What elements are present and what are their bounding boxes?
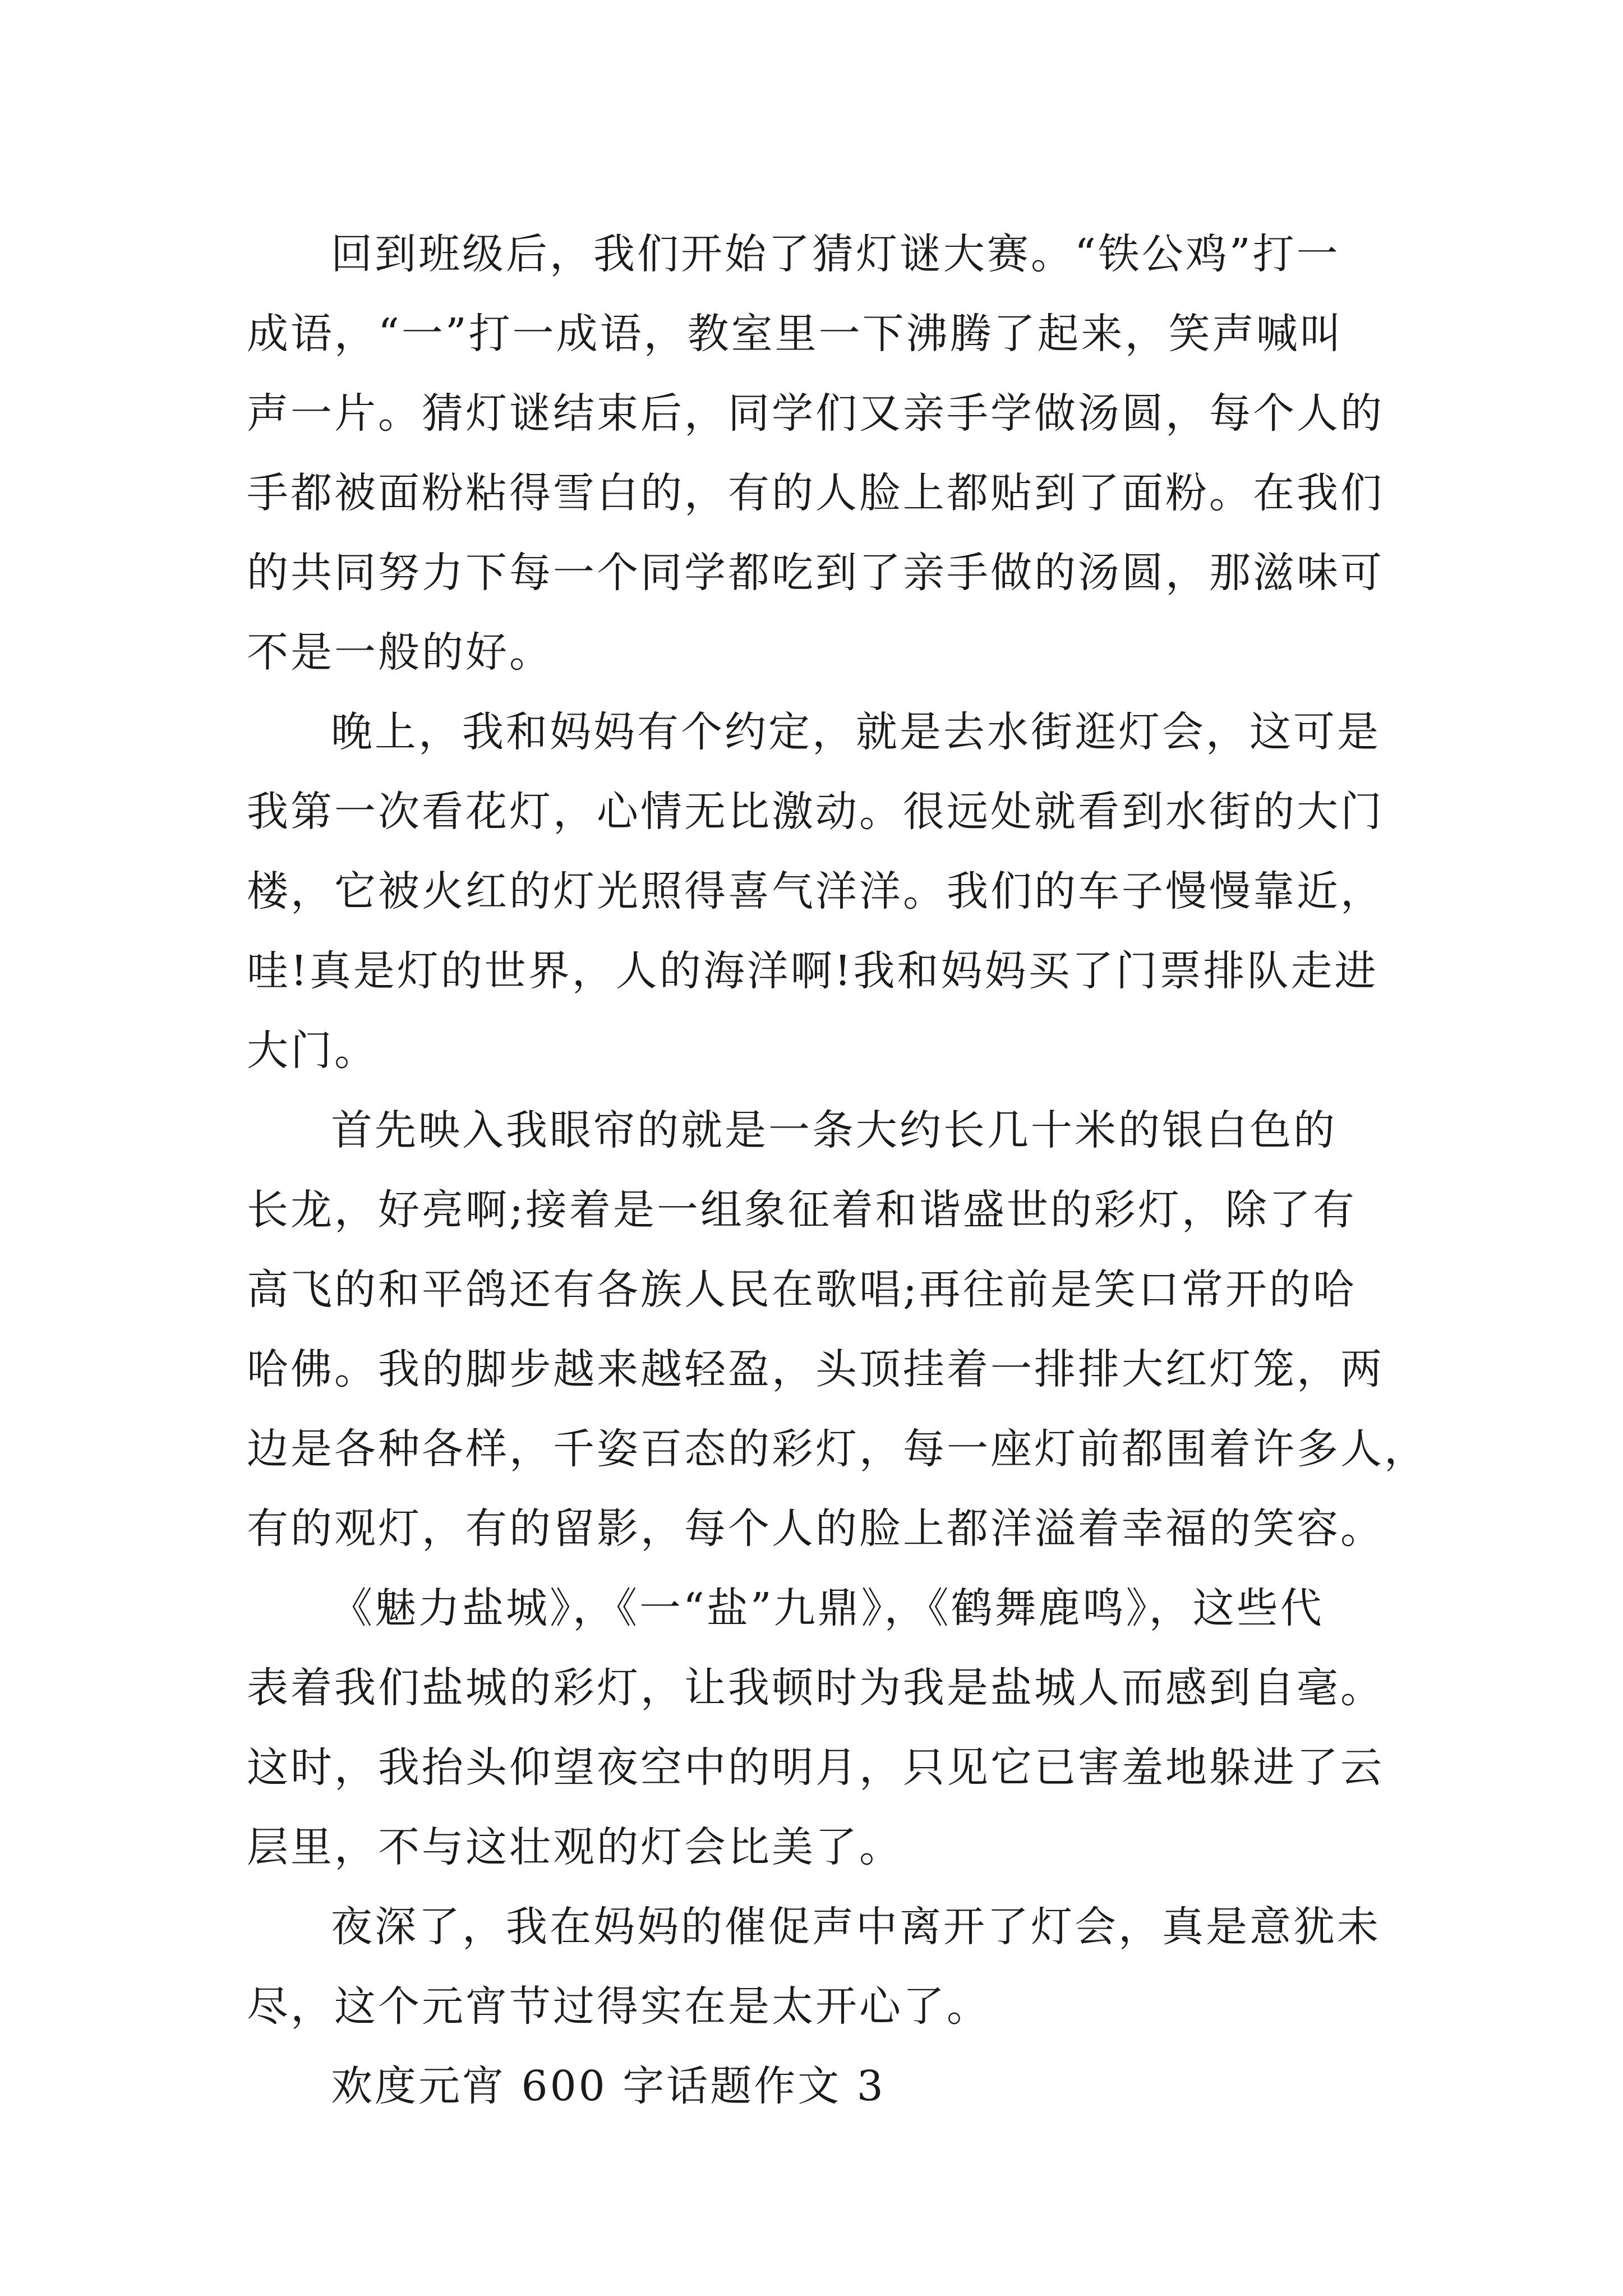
section-heading	[247, 2046, 1391, 2126]
text-line: 高飞的和平鸽还有各族人民在歌唱;再往前是笑口常开的哈	[247, 1266, 1357, 1314]
text-line: 夜深了，我在妈妈的催促声中离开了灯会，真是意犹未	[331, 1903, 1381, 1951]
text-line: 边是各种各样，千姿百态的彩灯，每一座灯前都围着许多人，	[247, 1425, 1428, 1473]
text-line: 层里，不与这壮观的灯会比美了。	[247, 1823, 903, 1871]
text-line: 声一片。猜灯谜结束后，同学们又亲手学做汤圆，每个人的	[247, 389, 1384, 438]
text-line: 大门。	[247, 1027, 378, 1075]
text-line: 不是一般的好。	[247, 628, 553, 677]
text-line: 有的观灯，有的留影，每个人的脸上都洋溢着幸福的笑容。	[247, 1504, 1384, 1553]
text-line: 长龙，好亮啊;接着是一组象征着和谐盛世的彩灯，除了有	[247, 1186, 1357, 1234]
text-line: 回到班级后，我们开始了猜灯谜大赛。“铁公鸡”打一	[331, 230, 1340, 278]
text-line: 表着我们盐城的彩灯，让我顿时为我是盐城人而感到自毫。	[247, 1664, 1384, 1712]
paragraph-5	[247, 1887, 1391, 2046]
heading-text: 欢度元宵 600 字话题作文 3	[331, 2062, 886, 2110]
paragraph-4	[247, 1568, 1391, 1887]
paragraph-1	[247, 214, 1391, 692]
text-line: 我第一次看花灯，心情无比激动。很远处就看到水街的大门	[247, 788, 1384, 836]
text-line: 手都被面粉粘得雪白的，有的人脸上都贴到了面粉。在我们	[247, 469, 1384, 517]
text-line: 哈佛。我的脚步越来越轻盈，头顶挂着一排排大红灯笼，两	[247, 1345, 1384, 1393]
text-line: 尽，这个元宵节过得实在是太开心了。	[247, 1982, 990, 2031]
text-line: 《魅力盐城》，《一“盐”九鼎》，《鹤舞鹿鸣》，这些代	[331, 1584, 1324, 1632]
text-line: 楼，它被火红的灯光照得喜气洋洋。我们的车子慢慢靠近，	[247, 867, 1384, 915]
text-line: 成语，“一”打一成语，教室里一下沸腾了起来，笑声喊叫	[247, 310, 1344, 358]
text-line: 的共同努力下每一个同学都吃到了亲手做的汤圆，那滋味可	[247, 549, 1384, 597]
text-line: 首先映入我眼帘的就是一条大约长几十米的银白色的	[331, 1106, 1337, 1154]
paragraph-3	[247, 1091, 1428, 1568]
text-line: 哇!真是灯的世界，人的海洋啊!我和妈妈买了门票排队走进	[247, 947, 1378, 995]
text-line: 这时，我抬头仰望夜空中的明月，只见它已害羞地躲进了云	[247, 1743, 1384, 1792]
paragraph-2	[247, 692, 1391, 1091]
text-line: 晚上，我和妈妈有个约定，就是去水街逛灯会，这可是	[331, 708, 1381, 756]
document-body	[247, 214, 1428, 2126]
